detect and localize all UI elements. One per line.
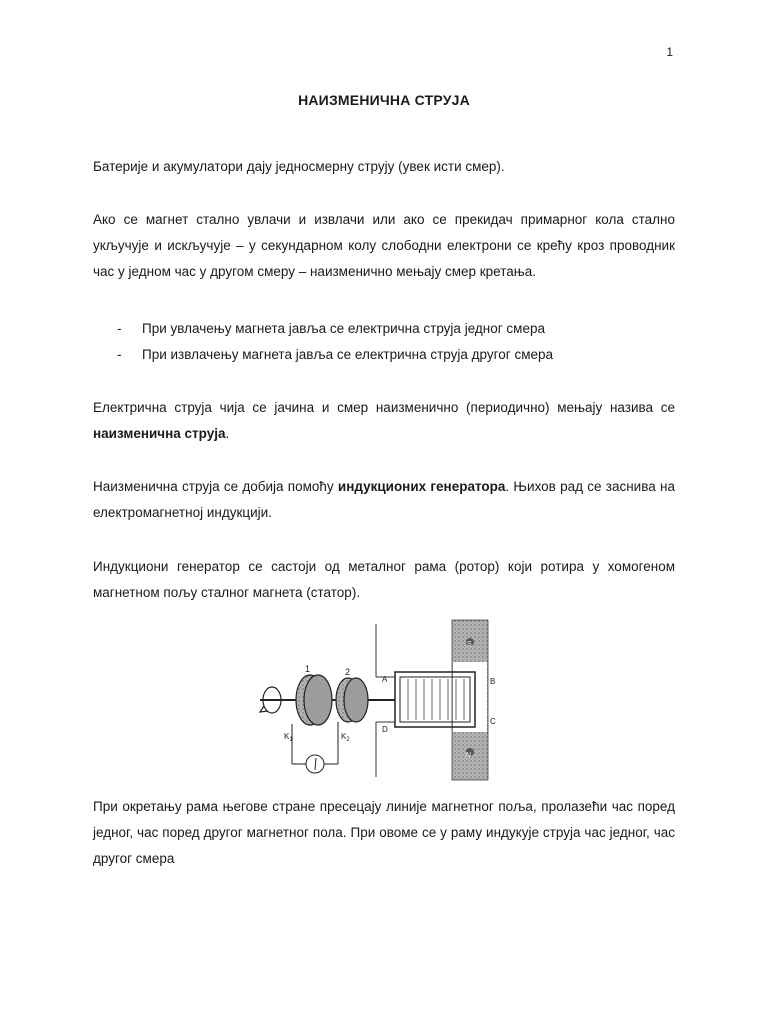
label-ring-1: 1 (305, 664, 311, 674)
label-d: D (382, 725, 388, 734)
bold-term-ac: наизменична струја (93, 426, 226, 441)
label-c: C (490, 717, 496, 726)
paragraph-generator-parts: Индукциони генератор се састоји од металног рама (ротор) који ротира у хомогеном магнетном пољу сталног магнета (статор). (93, 559, 675, 600)
bullet-dash: - (117, 321, 122, 336)
bullet-list (117, 316, 553, 368)
bullet-dash: - (117, 347, 122, 362)
label-k1: $K_1$ (284, 732, 293, 743)
label-a: A (382, 675, 388, 684)
page-title: НАИЗМЕНИЧНА СТРУЈА (298, 92, 470, 108)
label-pole-n: N (466, 752, 472, 759)
label-k2: $K_2$ (341, 732, 350, 743)
paragraph-batteries: Батерије и акумулатори дају једносмерну струју (увек исти смер). (93, 159, 505, 174)
label-b: B (490, 677, 496, 686)
paragraph-generators (93, 474, 675, 526)
paragraph-rotation: При окретању рама његове стране пресецају линије магнетног поља, пролазећи час поред једног, час поред другог магнетног пола. При овоме се у раму индукује струја час једног, час другог смера (93, 799, 675, 866)
page-number: 1 (666, 45, 673, 59)
text-span: Електрична струја чија се јачина и смер наизменично (периодично) мењају назива се (93, 400, 675, 415)
bullet-text: При извлачењу магнета јавља се електрична струја другог смера (142, 347, 554, 362)
paragraph-magnet: Ако се магнет стално увлачи и извлачи или ако се прекидач примарног кола стално укључује и искључује – у секундарном колу слободни електрони се крећу кроз проводник час у једном час у другом смеру – наизменично мењају смер кретања. (93, 212, 675, 279)
text-span: . Њихов рад се заснива на електромагнетној индукцији. (93, 479, 675, 520)
label-pole-s: S (467, 641, 472, 648)
label-ring-2: 2 (345, 667, 351, 677)
generator-diagram (250, 612, 680, 787)
bold-term-generators: индукционих генератора (337, 479, 506, 494)
text-span: . (225, 426, 230, 441)
bullet-text: При увлачењу магнета јавља се електрична струја једног смера (142, 321, 545, 336)
list-item (117, 316, 553, 342)
text-span: Наизменична струја се добија помоћу (93, 479, 338, 494)
paragraph-definition (93, 395, 675, 447)
list-item (117, 342, 553, 368)
